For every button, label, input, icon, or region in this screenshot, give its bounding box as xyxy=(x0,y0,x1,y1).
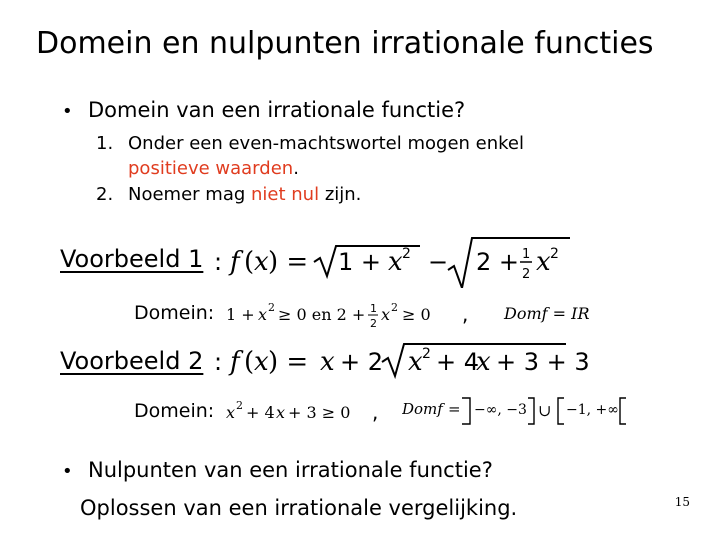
list-item-1-line1: Onder een even-machtswortel mogen enkel xyxy=(128,133,524,154)
svg-text:x: x xyxy=(320,347,335,377)
highlight-not-zero: niet nul xyxy=(251,184,320,205)
svg-text:−1, +∞: −1, +∞ xyxy=(566,402,619,418)
example-2-domain-condition-render xyxy=(226,394,379,428)
svg-text:+ 3 + 3: + 3 + 3 xyxy=(496,348,590,376)
svg-text:−∞, −3: −∞, −3 xyxy=(474,402,527,418)
example-2-label: Voorbeeld 2 xyxy=(60,347,204,375)
svg-text:) =: ) = xyxy=(268,247,309,277)
svg-text:Domf: Domf xyxy=(402,400,443,418)
example-1-comma: , xyxy=(462,302,469,326)
bullet-dot-2: • xyxy=(62,461,73,482)
svg-text:∪: ∪ xyxy=(538,401,552,420)
highlight-positive-values: positieve waarden xyxy=(128,158,294,179)
list-item-1-line2: positieve waarden. xyxy=(128,158,299,179)
example-2-domain-result xyxy=(402,394,642,430)
svg-text:+ 4: + 4 xyxy=(436,348,480,376)
svg-text:x: x xyxy=(536,247,551,277)
example-2-formula-render xyxy=(210,338,630,384)
svg-text:2: 2 xyxy=(391,301,398,314)
svg-text:f: f xyxy=(230,347,240,377)
svg-text:2: 2 xyxy=(268,301,275,314)
example-1-label: Voorbeeld 1 xyxy=(60,245,204,273)
svg-text:x: x xyxy=(254,247,269,277)
example-1-domain-condition-render xyxy=(226,296,469,332)
list-number-1: 1. xyxy=(96,133,114,154)
svg-text:x: x xyxy=(226,403,236,422)
example-1-formula xyxy=(210,236,610,288)
list-number-2: 2. xyxy=(96,184,114,205)
svg-text::: : xyxy=(214,348,223,376)
footer-text: Oplossen van een irrationale vergelijking. xyxy=(80,496,518,520)
svg-text:) =: ) = xyxy=(268,347,309,377)
svg-text:2: 2 xyxy=(550,246,559,262)
slide-title: Domein en nulpunten irrationale functies xyxy=(36,26,654,61)
svg-text:2: 2 xyxy=(402,246,411,262)
bullet-domain-question: Domein van een irrationale functie? xyxy=(88,98,466,122)
svg-text:=: = xyxy=(448,400,461,418)
svg-text:x: x xyxy=(381,305,391,324)
example-1-formula-render xyxy=(210,236,610,288)
list-item-2: Noemer mag niet nul zijn. xyxy=(128,184,362,205)
example-2-comma: , xyxy=(372,400,379,424)
example-1-domain-result: Domf = IR xyxy=(504,304,590,323)
example-2-formula xyxy=(210,338,630,384)
svg-text:x: x xyxy=(254,347,269,377)
svg-text:1 +: 1 + xyxy=(226,305,255,324)
svg-text:+ 2: + 2 xyxy=(340,348,384,376)
svg-text:x: x xyxy=(476,347,491,377)
svg-text:2: 2 xyxy=(236,399,243,412)
example-1-domain-label: Domein: xyxy=(134,302,215,324)
svg-text:2: 2 xyxy=(522,267,531,282)
svg-text:2 +: 2 + xyxy=(476,248,520,276)
svg-text:2: 2 xyxy=(370,317,377,330)
example-2-domain-label: Domein: xyxy=(134,400,215,422)
svg-text:1 +: 1 + xyxy=(338,248,382,276)
example-2-domain-result-render xyxy=(402,394,642,430)
svg-text:≥ 0: ≥ 0 xyxy=(402,305,431,324)
page-number: 15 xyxy=(674,495,690,509)
svg-text:2: 2 xyxy=(422,346,431,362)
svg-text:≥ 0 en 2 +: ≥ 0 en 2 + xyxy=(278,305,366,324)
svg-text:x: x xyxy=(276,403,286,422)
svg-text:x: x xyxy=(388,247,403,277)
example-1-domain-condition xyxy=(226,296,469,332)
svg-text:1: 1 xyxy=(370,302,377,315)
svg-text:(: ( xyxy=(244,247,255,277)
svg-text:1: 1 xyxy=(522,247,531,262)
svg-text:x: x xyxy=(258,305,268,324)
svg-text:(: ( xyxy=(244,347,255,377)
svg-text:−: − xyxy=(428,248,449,276)
bullet-dot: • xyxy=(62,101,73,122)
svg-text:+ 4: + 4 xyxy=(246,403,275,422)
svg-text:f: f xyxy=(230,247,240,277)
example-2-domain-condition xyxy=(226,394,379,428)
svg-text:x: x xyxy=(408,347,423,377)
bullet-zeros-question: Nulpunten van een irrationale functie? xyxy=(88,458,493,482)
svg-text::: : xyxy=(214,248,223,276)
svg-text:+ 3 ≥ 0: + 3 ≥ 0 xyxy=(288,403,351,422)
